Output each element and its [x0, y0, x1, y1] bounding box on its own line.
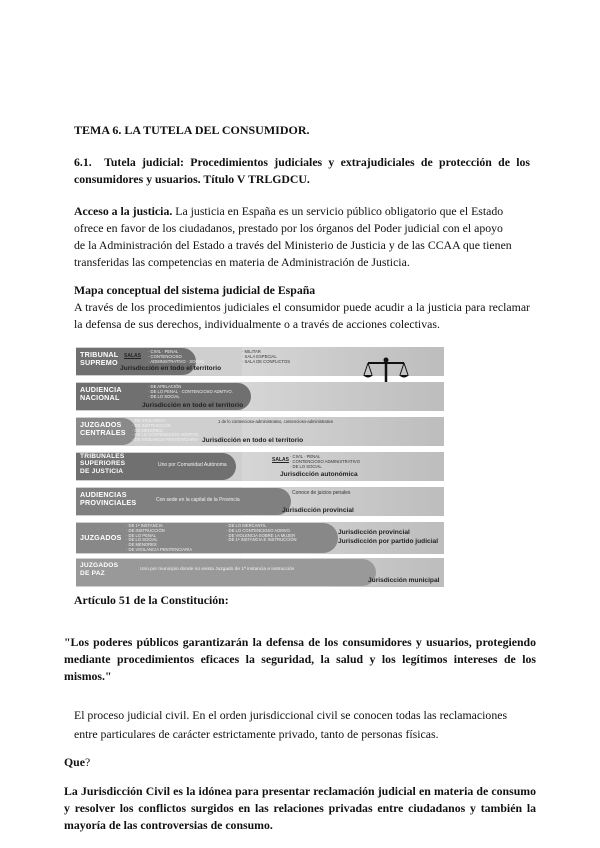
que-heading: [64, 754, 90, 771]
band-label: JUZGADOS CENTRALES: [80, 420, 126, 437]
acceso-line-3: de la Administración del Estado a través del Ministerio de Justicia y de las CCAA que tienen: [74, 238, 512, 252]
document-title: TEMA 6. LA TUTELA DEL CONSUMIDOR.: [74, 123, 310, 137]
band-juzgados: JUZGADOS · DE 1ª INSTANCIA · DE INSTRUCCIÓN · DE LO PENAL · DE LO SOCIAL · DE MENORES · DE VIGILANCIA PENITENCIARIA · DE LO MERCANTIL · DE LO CONTENCIOSO ADMVO. · DE VIOLENCIA SOBRE LA MUJER · DE 1ª INSTANCIA E INSTRUCCIÓN Jurisdicción provincial Jurisdicción por partido judicial: [76, 522, 444, 554]
band-label: TRIBUNALES SUPERIORES DE JUSTICIA: [80, 453, 126, 475]
band-jurisdiction: Jurisdicción provincial: [338, 529, 410, 536]
band-jurisdiction: Jurisdicción municipal: [368, 577, 440, 584]
band-label: TRIBUNAL SUPREMO: [80, 350, 119, 367]
band-jurisdiction: Jurisdicción provincial: [282, 507, 354, 514]
articulo-51-heading: Artículo 51 de la Constitución:: [74, 593, 229, 607]
band-note: Con sede en la capital de la Provincia: [156, 497, 240, 503]
acceso-lead: Acceso a la justicia.: [74, 204, 173, 218]
band-jurisdiction-2: Jurisdicción por partido judicial: [338, 538, 439, 545]
band-tribunal-supremo: TRIBUNAL SUPREMO SALAS · CIVIL · PENAL · CONTENCIOSO · ADMINISTRATIVO · SOCIAL · MILITAR · SALA ESPECIAL · SALA DE CONFLICTOS Jurisdicción en todo el territorio: [76, 347, 444, 376]
band-note: Uno por municipio donde no exista Juzgado de 1ª instancia e instrucción: [140, 567, 295, 572]
que-rest: ?: [84, 755, 91, 769]
acceso-line-4: transferidas las competencias en materia de Administración de Justicia.: [74, 255, 410, 269]
band-note: Uno por Comunidad Autónoma: [158, 462, 227, 468]
band-extra: Conoce de juicios penales: [292, 490, 351, 496]
section-heading: [74, 154, 530, 188]
constitution-quote: "Los poderes públicos garantizarán la defensa de los consumidores y usuarios, protegiendo mediante procedimientos eficaces la seguridad, la salud y los legítimos intereses de los mismos.": [64, 635, 536, 683]
judicial-system-diagram: [76, 347, 444, 587]
mapa-paragraph: A través de los procedimientos judiciales el consumidor puede acudir a la justicia para reclamar la defensa de sus derechos, individualmente o a través de acciones colectivas.: [74, 300, 530, 331]
jurisdiccion-civil-paragraph: La Jurisdicción Civil es la idónea para presentar reclamación judicial en materia de consumo y resolver los conflictos surgidos en las relaciones privadas entre ciudadanos y también la mayoría de las controversias de consumo.: [64, 784, 536, 832]
que-bold: Que: [64, 755, 85, 769]
salas-label: SALAS: [124, 353, 141, 359]
band-label: AUDIENCIAS PROVINCIALES: [80, 490, 137, 507]
band-audiencias-provinciales: [76, 487, 444, 516]
acceso-paragraph: [74, 203, 530, 271]
band-label: JUZGADOS: [80, 533, 122, 542]
band-jurisdiction: Jurisdicción en todo el territorio: [120, 365, 222, 372]
band-jurisdiction: Jurisdicción en todo el territorio: [142, 402, 244, 409]
band-label: JUZGADOS DE PAZ: [80, 562, 119, 577]
acceso-line-1: La justicia en España es un servicio público obligatorio que el Estado: [175, 204, 504, 218]
proceso-civil-paragraph: El proceso judicial civil. En el orden jurisdiccional civil se conocen todas las reclamaciones entre particulares de carácter estrictamente privado, tanto de personas físicas.: [74, 708, 508, 741]
band-jurisdiction: Jurisdicción autonómica: [280, 471, 358, 478]
band-audiencia-nacional: AUDIENCIA NACIONAL · DE APELACIÓN · DE LO PENAL · CONTENCIOSO ADMTVO. · DE LO SOCIAL Jurisdicción en todo el territorio: [76, 382, 444, 411]
section-heading-text: Tutela judicial: Procedimientos judiciales y extrajudiciales de protección de los consumidores y usuarios. Título V TRLGDCU.: [74, 155, 530, 186]
band-label: AUDIENCIA NACIONAL: [80, 385, 122, 402]
band-juzgados-paz: [76, 558, 444, 587]
mapa-heading: Mapa conceptual del sistema judicial de España: [74, 283, 316, 297]
band-tsj: TRIBUNALES SUPERIORES DE JUSTICIA Uno por Comunidad Autónoma SALAS · CIVIL · PENAL · CONTENCIOSO ADMINISTRATIVO · DE LO SOCIAL Jurisdicción autonómica: [76, 452, 444, 481]
band-juzgados-centrales: JUZGADOS CENTRALES · DE VIGILANCIA · DE INSTRUCCIÓN · DE MENORES · DE LO CONTENCIOSO ADMTVO. · DE VIGILANCIA PENITENCIARIA 1 de lo contencioso-administrativo, contencioso-administrativo Jurisdicción en todo el territorio: [76, 417, 444, 446]
acceso-line-2: ofrece en favor de los ciudadanos, prestado por los órganos del Poder judicial con el apoyo: [74, 221, 503, 235]
band-jurisdiction: Jurisdicción en todo el territorio: [202, 437, 304, 444]
section-number: 6.1.: [74, 155, 92, 169]
